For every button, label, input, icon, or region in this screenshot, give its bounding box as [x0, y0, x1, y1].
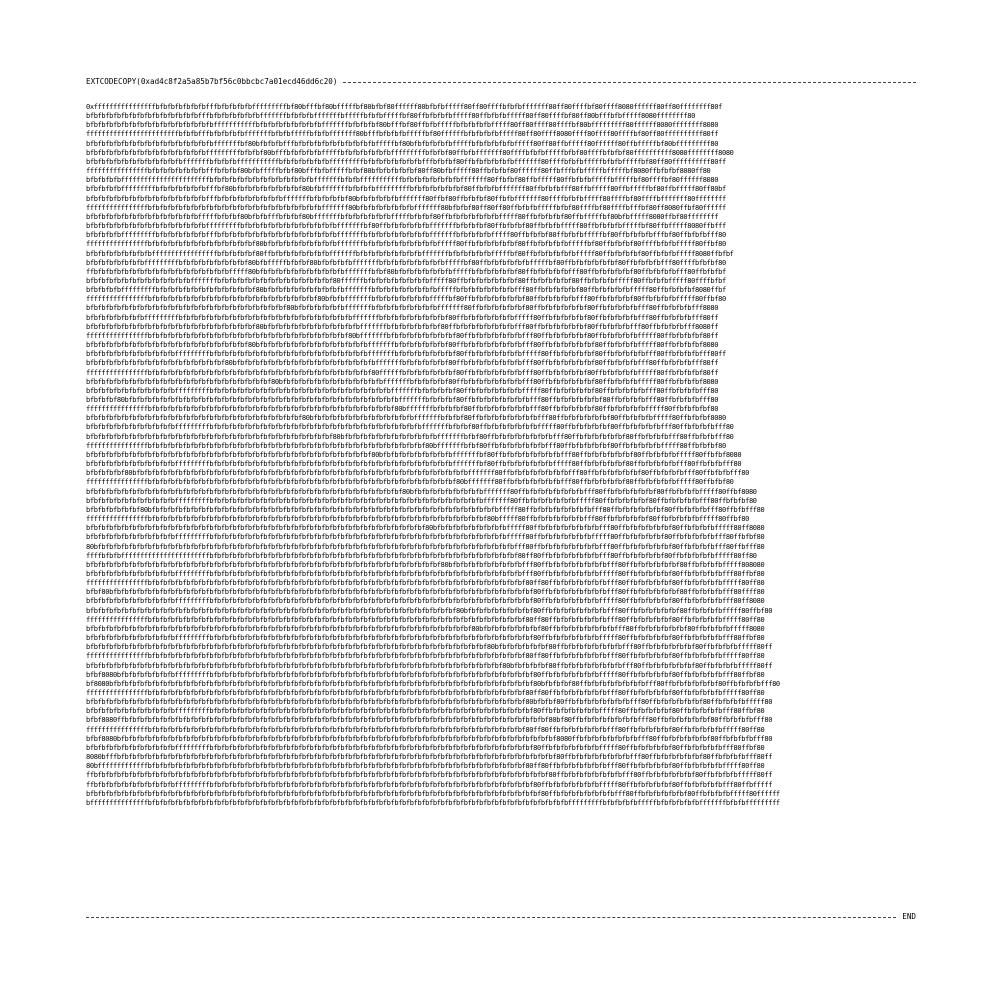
- hex-line: ffffbfbfbfffffffffffffffffffffffbfbfbfbfbfbfbfbfbfbfbfbfbfbfbfbfbfbfbfbfbfbfbfbfbfbfbfbfbfbfbfbfbfbfbfbfbfbfbfbf80ff80ffbfbfbfbfbfbfbfff80ffbfbfbfbfbf80ffbfbfbfbfbfffff80ff80: [86, 551, 757, 560]
- hex-line: bfbfbfbfbfbfbfbfbfbfbfbfffffffffbfbfbfbfbfbfbfbfbfbfbfbfbfbfbfbfbfbfbfbfbfbfbfbfbfbfbfbfbfbfbfbfbfbfbfbfbfbfbfbfbfbf80ffbfbfbfbfbfbfbfffff80ffbfbfbfbfbf80ffbfbfbfbfbfff80ffbf80: [86, 707, 765, 716]
- hex-line: bfbfbfbfbfbfbfbfbfbfbfbfbfbfbfbfbfffffffffffbfbfbfbfbfbfbfbfbfffffffbfbfbfbf80bfffbf80ffbfbfffffbfbfbfbfbfffff80ff80ffff80ffffbf80bfffffffff80ffffff8080ffffffff8080: [86, 121, 719, 130]
- hex-line: bfbfbfbfbfbfbfbfbfbfbfbfffffffffbfbfbfbfbfbfbfbfbfbfbfbfbfbfbfbfbfbfbfbfbfffffffbfbfbfbfbfbfbfbf80ffbfbfbfbfbfbfbfffff80ffbfbfbfbfbf80ffbfbfbfbfbfff80ffbfbfbfbfff80ff: [86, 350, 726, 359]
- hex-line: ffbfbfbfbfbfbfbfbfbfbfbfbfbfbfbfbfbfbfbfbfbfbfbfbfbfbfbfbfbfbfbfbfbfbfbfbfbfbfbfbfbfbfbfbfbfbfbfbfbfbfbfbfbfbfbfbfbfbfbf80ffbfbfbfbfbfbfbfbfff80ffbfbfbfbfbfbf80ffbfbfbfbfffff80ff: [86, 771, 773, 780]
- hex-line: ffffffffffffffffbfbfbfbfbfbfbfbfbfbfbfbfbfbfbfbfbfbfbfbfbfbfbfbfbfbf80bfffffffbfbfbfbfbfbfbfbfbf80ffbfbfbfbfbfbfbfff80ffbfbfbfbfbf80ffbfbfbfbfbfffff80ffbfbfbfbf80ff: [86, 331, 719, 340]
- hex-line: bfbfbfbfbfbfbfbfbfbfbfbfbfbfbfbfbfbfbfbfbfbf80bfbfbfbfbfbfbfbfbfbfbfbfbfffffffbfbfbfbfbfbfbf80ffbfbfbfbfbfbfbfbfff80ffbfbfbfbfbfbf80ffbfbfbfbfff80ffbfbfbfbfff8080ff: [86, 322, 719, 331]
- hex-line: bfffffffffffffffbfbfbfbfbfbfbfbfbfbfbfbfbfbfbfbfbfbfbfbfbfbfbfbfbfbfbfbfbfbfbfbfbfbfbfbfbfbfbfbfbfbfbfbfbfbfbfbfbfbfbfbfbfbfbfffffffffbfbfbfbfbfffffbfbfbfbfbfbfffffffbfbfbfffffffff: [86, 798, 780, 807]
- hex-line: bfbfbfbfbfffffffffbfbfbfbfbfbfbfffbfbfbfbfbfbfbfbfbfbfbfbfbfbfbfbfffffffbfbfbfbfbfbfbfbfbfffffffbfbfbfbfbfffff80ffbfbfbf80ffbfbfbfffffbf80ffbfbfbfbfffbf80ffbfbfbfff80: [86, 231, 726, 240]
- hex-line: bfbfbfbfbfbfbfbfbfbfbfbfffffffffbfbfbfbfbfbfbfbfbfbfbfbfbfbfbfbfbfbfbfbfbfbfbfbfbfbfbfbfbfbfbfbfbfbfbfbfbfbfbfbfbfbf80ffbfbfbfbfbfbfbfffff80ffbfbfbfbfbf80ffbfbfbfbfbfff80ffbf80: [86, 743, 765, 752]
- hex-line: bfbfbfbfbf80bfbfbfbfbfbfbfbfbfbfbfbfbfbfbfbfbfbfbfbfbfbfbfbfbfbfbfbfbfbfbfbfbfbfbfbfbfbfbfbfbfbfbfbfffffff80ffbfbfbfbfbfbfbfbfff80ffbfbfbfbfbfbf80ffbfbfbfbfff80ffbfbfbfff80: [86, 469, 749, 478]
- hex-line: bfbfbfbfbfbfbfbfbfbfbfbfbfbfbfbfbfffffffbf80bfbfbfbfffbfbfbfbfbfbfbfbfbfbfbfffffbf80bfbfbfbfbfbfffffbfbfbfbfbfbfffff80ff80ffbfffff80ffffff80ffbfffffbf80bfffffffff80: [86, 139, 719, 148]
- hex-line: ffffffffffffffffbfbfbfbfbfbfbfbfbfbfbfbfbfbfbfbfbfbfbfbfbfbfbfbfbfbfbfbfbfbfbfbf80bfffffffbfbfbfbf80ffbfbfbfbfbfbfbfff80ffbfbfbfbfbf80ffbfbfbfbfbfffff80ffbfbfbfbf80: [86, 405, 719, 414]
- header-line: [86, 76, 916, 88]
- hex-line: bfbfbfbfbfbfbfbfbfbfbfbfffffffffbfbfbfbfbfbfbfbfbfbfbfbfbfbfbfbfbfbfbfbfbfbfbfbfffffffbfbfbfbfbf80ffbfbfbfbfbfbfbfffff80ffbfbfbfbfbf80ffbfbfbfbfbfff80ffbfbfbfbfff80: [86, 386, 719, 395]
- hex-line: bfbfbfbfbfbfbfbfbfbfbfbfffffffffbfbfbfbfbfbfbfbfbfbfbfbfbfbfbfbfbfbfbfbfbfbfbfbfbfbfbfbfbfbfbfbfbfbfbfbfffffff80ffbfbfbfbfbfbfbfffff80ffbfbfbfbfbf80ffbfbfbfbfbfff80ffbfbfbf80: [86, 496, 757, 505]
- hex-line: bfbfbfbf80bfbfbfbfbfbfbfbfbfbfbfbfbfbfbfbfbfbfbfbfbfbfbfbfbfbfbfbfbfbfbfbfbfbfbfbfffffffbfbfbfbf80ffbfbfbfbfbfbfbfbfff80ffbfbfbfbfbfbf80ffbfbfbfbfff80ffbfbfbfbfff80: [86, 396, 719, 404]
- hex-line: bfbfbfbfbfbfbfbfbfbfbfbfffffffffbfbfbfbfbfbfbfbfbfbfbfbfbfbfbfbfbfbfbfbfbfbfbfbfbfbfbfbfbfbfbfbfffffffbf80ffbfbfbfbfbfbfbfffff80ffbfbfbfbfbf80ffbfbfbfbfbfff80ffbfbfbfff80: [86, 460, 742, 469]
- hex-line: bfbfbfbfbfbfbfbfbfbfbfbfbfbfbfbfbfbfbfbfbfbfbfbfbfbfbfbfbfbfbfbfbfbfbfbfbfbfbfbfbfbfbfbfbfbfbfbfbfbf80bfbfbfbfbfbfbfbf80ffbfbfbfbfbfbfbfbfff80ffbfbfbfbfbfbf80ffbfbfbfbfffff8080: [86, 624, 765, 633]
- hex-line: bfbfbfbfbfbfbfbfbfbfbfbfbfbfffffffbfbfbfbfbfbfbfbfbfbfbfbfbfbfbf80ffffffbfbfbfbfbfbfbfbfbfffff80ffbfbfbfbfbfbfbf80ffbfbfbfbfbf80ffbfbfbfbfffff80ffbfbfbfffff80ffffbfbf: [86, 276, 726, 285]
- hex-line: 0xffffffffffffffffbfbfbfbfbfbfbfffbfbfbfbfbfffffffffbf80bfffbf80bfffffbf80bfbf80ffffff80bfbfbfffff80ff80ffffbfbfbfffffff80ff80ffffbf80ffff8080ffffff80ff80ffffffff80f: [86, 103, 722, 111]
- hex-line: bfbfbfbfbfbfbfbfbfbfbfbfbfbfbfffffbfbfbf80bfbfbfffbfbfbf80bfffffffbfbfbfbfbfbfbfffffbfbfbf80ffbfbfbfbfbfbfbfffff80ffbfbfbfbf80ffbfffffbf80bfbfffff8080ffbf80ffffffff: [86, 212, 719, 221]
- hex-line: bfbfbfbfbfbfbf80bfbfbfbfbfbfbfbfbfbfbfbfbfbfbfbfbfbfbfbfbfbfbfbfbfbfbfbfbfbfbfbfbfbfbfbfbfbfbfbfbfbfbfbfbfbfffff80ffbfbfbfbfbfbfbfbfff80ffbfbfbfbfbfbf80ffbfbfbfbfff80ffbfbfff80: [86, 505, 765, 514]
- hex-line: ffffffffffffffffbfbfbfbfbfbfbfbfbfbfbfbfbfbfbfbfbfbfbfbfbfbfbfbfbfbfbfbfbfbfbfbfbfbfbfbf80bfffffffbfbf80ffbfbfbfbfbfbfbfff80ffbfbfbfbfbf80ffbfbfbfbfbfffff80ffbfbfbf80: [86, 441, 726, 450]
- hex-line: bfbfbfbfbfbfbfbfbfbfbfbfbfbfbfbfffbfbfbfbfbfbfbfbfbfffffffbfbfbfbfbf80bfbfbfbfbfbfffffff80ffbf80ffbfbfbf80ffbfbfffffff80ffffbfbfbfffff80ffffbf80ffffbfffffff80ffffffff: [86, 194, 726, 203]
- hex-line: bfbfbfbfbfbfbfbfbfbfbfbfbfbfbfbfbfbfbfbfbfbfbfbfbfbfbfbfbfbfbfbfbfbfbfbfbfbfbfbfbf80bfbfbfbfbfbfbfbfbfbfffffff80ffbfbfbfbfbfbfbfbfff80ffbfbfbfbfbfbf80ffbfbfbfbfffff80ffbf8080: [86, 487, 757, 496]
- hex-line: ffffffffffffffffffffffffbfbfbfffbfbfbfbfbfffffffbfbfbfffffbfbfbfffffff80bfffbfbfbfbfffffbf80ffffffbfbfbfbfbfffff80ff80ffff8080ffff80ffff80ffffbf80ff80ffffffffff80ff: [86, 130, 719, 139]
- hex-line: bfbf8080ffbfbfbfbfbfbfbfbfbfbfbfbfbfbfbfbfbfbfbfbfbfbfbfbfbfbfbfbfbfbfbfbfbfbfbfbfbfbfbfbfbfbfbfbfbfbfbfbfbfbfbfbfbfbfbf80bf80ffbfbfbfbfbfbfbfbfff80ffbfbfbfbfbfbf80ffbfbfbfbfff80: [86, 716, 773, 725]
- hex-line: bfbf8080bfbfbfbfbfbfbfbfffffffffbfbfbfbfbfbfbfbfbfbfbfbfbfbfbfbfbfbfbfbfbfbfbfbfbfbfbfbfbfbfbfbfbfbfbfbfbfbfbfbfbfbf80ffbfbfbfbfbfbfbfffff80ffbfbfbfbfbf80ffbfbfbfbfbfff80ffbf80: [86, 670, 765, 679]
- hex-line: ffffffffffffffffbfbfbfbfbfbfbfbfbfbfbfbfbfbfbfbfbfbfbfbfbfbfbfbfbfbfbfbfbfbfbfbfbfbfbfbfbfbfbfbfbfbfbfbf80bfffff80ffbfbfbfbfbfbfbfff80ffbfbfbfbfbf80ffbfbfbfbfbfffff80ffbf80: [86, 515, 749, 524]
- hex-line: bfbfbfbfbfbfbfbfbfbfbfbfbfbfbfbfbfbfbfbfbfbfbfbfbfbfbfbfbfbfbfbfbfbfbfbfbfbfbfbfbfbfbfbfbfbfbfbfbfbfbfbf80bfbfbfbfbfbfbf80ffbfbfbfbfbfbfbfbfff80ffbfbfbfbfbfbf80ffbfbfbfbfffff80ff: [86, 643, 773, 652]
- hex-line: bfbfbfbfbfbfbfbfffffffffbfbfbfbfbfbfbfbfbf80bfbfffffbfbfbf80bfbfbfbfbfffffffbfbfbfbfbfbfbfbfbfffffbf80ffbfbfbfbfbfbfffffbf80ffbfbfbfbfbfbf80ffbfbfbfbfff80ffffbfbfbf80: [86, 258, 726, 267]
- footer-dashed-rule: [86, 917, 896, 918]
- hex-line: bfbfbfbfbfbfbfbfbfbfbfbfbfbfbfbfbfbfbfbfbf80bfbfbfbfbfbfbfbfbfbfbfbfbfbfbfffffffbfbfbfbfbfbfbf80ffbfbfbfbfbfbfbfbfff80ffbfbfbfbfbfbf80ffbfbfbfbfffff80ffbfbfbfbf8080: [86, 341, 719, 350]
- hex-line: ffffffffffffffffbfbfbfbfbfbfbfbfbfbfbfbfbfbfbfbfbfbfbfbfbfbfbfbfbfbfbfbfbfbfbfbfbfbfbfbfbfbfbfbfbfbfbfbfbfbfbfbfbf80ff80ffbfbfbfbfbfbfbfff80ffbfbfbfbfbf80ffbfbfbfbfbfffff80ff80: [86, 652, 765, 661]
- hex-line: bfbfbfbfbfbfbfbfbfbfbfbfffffffffbfbfbfbfbfbfbfbfbfbfbfbfbfbfbfbfbfbfbfbfbfbfbfbfbfbfbfbfffffffbfbfbf80ffbfbfbfbfbfbfbfffff80ffbfbfbfbfbf80ffbfbfbfbfbfff80ffbfbfbfbfff80: [86, 423, 734, 432]
- hex-line: 80bfffffffffffffbfbfbfbfbfbfbfbfbfbfbfbfbfbfbfbfbfbfbfbfbfbfbfbfbfbfbfbfbfbfbfbfbfbfbfbfbfbfbfbfbfbfbfbfbfbfbfbfbf80ff80ffbfbfbfbfbfbfbfff80ffbfbfbfbfbf80ffbfbfbfbfbfffff80ff80: [86, 762, 765, 771]
- hex-line: bfbfbfbfbfbfbfbfbfbfbfbfbfbfbfffbfbfbfbfbfbfbfffffffbfbfbfbfffffffbfffffbfbfbfffffbf80ffbfbfbfbfffff80ffbfbfbfffff80ff80ffffbf80ff80bfffbfbfffff8080ffffffff80: [86, 112, 695, 121]
- hex-line: bf8080bfbfbfbfbfbfbfbfbfbfbfbfbfbfbfbfbfbfbfbfbfbfbfbfbfbfbfbfbfbfbfbfbfbfbfbfbfbfbfbfbfbfbfbfbfbfbfbfbfbfbfbfbfbfbf80bfbfbfbf80ffbfbfbfbfbfbfbfbfff80ffbfbfbfbfbfbf80ffbfbfbfbfff80: [86, 679, 780, 688]
- hex-line: bfbfbfbfbfbfbfbfbfbfbfbfbfbfbfbfbfbfbfbfbfbfbfbfbfbfbfbfbfbfbfbfbfbfbfbfbfbfbfbfbfbfbfbfbfbfbfbfbfbfbfbfbfbf80bfbfbfbfbf80ffbfbfbfbfbfbfbfbfff80ffbfbfbfbfbfbf80ffbfbfbfbfffff80ff: [86, 661, 773, 670]
- hex-line: bfbfbfbfbfbfbfbfbfffffffffffffffffbfbfbfbfbf80ffbfbfbfbfbfbfbfbfffffffbfbfbfbfbfbfbfbfbfffffffbfbfbfbfbfbfffffbf80ffbfbfbfbfbfbfffff80ffbfbfbfbf80ffbfbfbfffff8080ffbfbf: [86, 249, 734, 258]
- hex-line: bfbfbfbfbfbfbfbfbfbfbfbfbfbfbfbfffffffffbfbfbf80bfffbfbfbfbfbfffffbfbfbfbfbfbfbfffffffffbfbfbf80ffbfbfffffff80ffffbfbfbfffffbfbf80ffffbfbfbf80ffffffffff8080ffffffff8080: [86, 148, 734, 157]
- footer-line: [86, 911, 916, 923]
- hex-line: bfbfbfbfbfbfbfbfbfbfbfbfbfbfbfbfbfbfbfbfbfbfbfbfbfbfbfbfbfbfbfbfbfbfbfbfbfbfbfbfbfbfbfbfbfbfbfbf80bfbfbfbfbfbfbfbfbf80ffbfbfbfbfbfbfbfbfff80ffbfbfbfbfbfbf80ffbfbfbfbfffff80ffbf80: [86, 606, 773, 615]
- hex-line: bfbf8080bfbfbfbfbfbfbfbfbfbfbfbfbfbfbfbfbfbfbfbfbfbfbfbfbfbfbfbfbfbfbfbfbfbfbfbfbfbfbfbfbfbfbfbfbfbfbfbfbfbfbfbfbfbfbfbfbf8080ffbfbfbfbfbfbfbfbfff80ffbfbfbfbfbfbf80ffbfbfbfbfff80: [86, 734, 773, 743]
- hex-line: ffffffffffffffffbfbfbfbfbfbfbfbfbfbfbfbfbfbfbfbfbfbfbfbfbfbfbfbfbfbfbfbfbfbfbfbfbfbfbfbfbfbfbfbfbfbfbfbfbfbfbfbfbf80ff80ffbfbfbfbfbfbfbfff80ffbfbfbfbfbf80ffbfbfbfbfbfffff80ff80: [86, 725, 765, 734]
- hex-line: ffffffffffffffffbfbfbfbfbfbfbfbfbfbfbfbfbfbfbfbfbfbfbfbfbfbfbfbfbfbfbfbfbfbfbfbfbfbfbfbfbfbfbfbfbfbfbfbfbfbfbfbfbf80ff80ffbfbfbfbfbfbfbfff80ffbfbfbfbfbf80ffbfbfbfbfbfffff80ff80: [86, 615, 765, 624]
- hex-line: ffbfbfbfbfbfbfbfbfbfbfbfffffffffbfbfbfbfbfbfbfbfbfbfbfbfbfbfbfbfbfbfbfbfbfbfbfbfbfbfbfbfbfbfbfbfbfbfbfbfbfbfbfbfbfbf80ffbfbfbfbfbfbfbfffff80ffbfbfbfbfbf80ffbfbfbfbfbfff80ffbfffff: [86, 780, 773, 789]
- hex-line: bfbfbfbfbfbfbfbfbfbfbfbfbfbfbfbfbfbfbfbfbfbfbfbfbfbfbfbfbfbfbfbfbfbfbfbfbfbfbfbfbfbfbfbfbfbfbfbfbfbfbfbfbfbfbfbfbf80bfbfbf80ffbfbfbfbfbfbfbfbfff80ffbfbfbfbfbfbf80ffbfbfbfbfffff80: [86, 698, 773, 707]
- hex-line: bfbfbfbfbfbfbfbfbfbfbfbfbfbfbfbfbfbf80bfbfbfbfbfbfbfbfbfbfbfbfbfbfbfbfbfbfbfffffffbfbfbfbfbfbf80ffbfbfbfbfbfbfbfbfff80ffbfbfbfbfbfbf80ffbfbfbfbfff80ffbfbfbfbfff80ff: [86, 359, 719, 368]
- hex-line: bfbfbfbfbfbfbfbfbfbfbfbfffffffffbfbfbfbfbfbfbfbfbfbfbfbfbfbfbfbfbfbfbfbfbfbfbfbfbfbfbfbfbfbfbfbfbfbfbfbfbfbfbfbfbfbf80ffbfbfbfbfbfbfbfffff80ffbfbfbfbfbf80ffbfbfbfbfbfff80ff8080: [86, 597, 765, 606]
- hex-line: bfbf80bfbfbfbfbfbfbfbfbfbfbfbfbfbfbfbfbfbfbfbfbfbfbfbfbfbfbfbfbfbfbfbfbfbfbfbfbfbfbfbfbfbfbfbfbfbfbfbfbfbfbfbfbfbfbf80ffbfbfbfbfbfbfbfbfff80ffbfbfbfbfbfbf80ffbfbfbfbfff80ffff80: [86, 588, 765, 597]
- hex-line: bfbfbfbfbfbfbfbfbfbfbfbfbfbfbfbfbfbfbfbfbfbfbfbfbfbfbfbf80bfbfbfbfbfbfbfbfbfbfbfbfbfbfffffffbfbfbf80ffbfbfbfbfbfbfbfbfff80ffbfbfbfbfbfbf80ffbfbfbfbfffff80ffbfbfbf8080: [86, 414, 726, 423]
- hex-line: bfbfbfbfbfffffffffbfbfbfbfbfbfbfffbf80bfbfbfbfbfbfbfbfbf80bfbfffffffbfbfbfbfffffffffbfbfbfbfbfbfbf80ffbfbfbfffffff80ffbfbfbfff80ffbfffff80ffbfffffbf80ffbfffff80ff80bf: [86, 185, 726, 194]
- hex-line: ffffffffffffffffbfbfbfbfbfbfbfbfbfbfbfbfbfbfbfbfbfbfbfbfbfbfbfbfbfbfbfbfbfbfbfbfbfbfbfbfbfbfbfbf80bfffffff80ffbfbfbfbfbfbfbfff80ffbfbfbfbfbf80ffbfbfbfbfbfffff80ffbfbf80: [86, 478, 734, 487]
- header-dashed-rule: [343, 82, 916, 83]
- hex-line: 8080bfffbfbfbfbfbfbfbfbfbfbfbfbfbfbfbfbfbfbfbfbfbfbfbfbfbfbfbfbfbfbfbfbfbfbfbfbfbfbfbfbfbfbfbfbfbfbfbfbfbfbfbfbfbfbfbfbfbf80ffbfbfbfbfbfbfbfbfff80ffbfbfbfbfbfbf80ffbfbfbfbfff80ff: [86, 753, 773, 762]
- hex-line: bfbfbfbfbfbfbfbfbfbfbfbfbfbfbfbfbfbfbfbfbfbfbfbfbfbf80bfbfbfbfbfbfbfffffffbfbfbfbfbfbfbfbfbfffffff80ffbfbfbfbfbfbf80ffbfbfbfbfbfbf80ffbfbfbfbfbfff80ffbfbfbfbfff8080: [86, 304, 719, 313]
- hex-line: bfbfbfbfbfbfbfbfbfbfbfbfbfbfbfbfbfbfbfbfbfbfbfbfbfbfbfbfbfbfbfbfbfbfbfbfbf80bfbfbfbfbfbfbfbfbfbfffffffbf80ffbfbfbfbfbfbfbfbfff80ffbfbfbfbfbfbf80ffbfbfbfbfffff80ffbfbf8080: [86, 450, 742, 459]
- hex-line: bfbfbfbfbfffffffffbfbfbfbfbfbfbfbfbfbfbfbfbf80bfbfbfbfbfbfbfbfbfbfbfffffffbfbfbfbfbfbfbfbfbfffffbfbfbfbfbfbfbfbfff80ffbfbfbfbfbf80ffbfbfbfbfbfffff80ffbfbfbfbf8080ffbf: [86, 286, 726, 295]
- hex-line: bfbfbfbfbfffffffffffffffffffffffbfbfbfbfbfbfbfbfbfbfbfbfbfbfffffffbfbfbfffffffffffbfbfbfbfbfbfbfbfffffff80ffbfbf80ffbfffff80ffbfbfbfffffbfffffbf80ffffbf80ffffff8080: [86, 176, 719, 185]
- hex-line: bfbfbfbfbfbfbfbfffffffffbfbfbfbfbfbfbfbfbfbfbfbfbfbfbfbfbfbfbfbfbfbfbfffffffbfbfbfbfbfbfbfbfbf80ffbfbfbfbfbfbfbfffff80ffbfbfbfbfbf80ffbfbfbfbfbfff80ffbfbfbfbfff80ff: [86, 313, 719, 322]
- hex-line: bfbfbfbfbfbfbfbfbfbfbfbfbfbfbfbfbfbfbfbfbfbfbfbf80bfbfbfbfbfbfbfbfbfbfbfbfbfbfffffffbfbfbfbfbf80ffbfbfbfbfbfbfbfbfff80ffbfbfbfbfbfbf80ffbfbfbfbfffff80ffbfbfbfbf8080: [86, 377, 719, 386]
- hex-line: bfbfbfbfbfbfbfbfbfbfbfbfbfffffffbfbfbfbfffffffffffbfbfbfbfbfbfbfffffffffbfbfbfbfbfbfbfbfffbfbfbf80ffbfbfbfbfbfbfffffff80ffffbfbfbfffffbfbfbfffffbf80ff80ffffffffff80ff: [86, 157, 726, 166]
- end-marker: END: [902, 912, 916, 921]
- hex-line: 80bfbfbfbfbfbfbfbfbfbfbfbfbfbfbfbfbfbfbfbfbfbfbfbfbfbfbfbfbfbfbfbfbfbfbfbfbfbfbfbfbfbfbfbfbfbfbfbfbfbfbfbfbfbfbfff80ffbfbfbfbfbfbfbfbfff80ffbfbfbfbfbfbf80ffbfbfbfbfff80ffbfff80: [86, 542, 765, 551]
- hex-line: ffffffffffffffffbfbfbfbfbfbfbfbfbfbfbfbfbfbfbfbfbfbfbfbfbfbfbfffffff80bfbfbfbfbfbfbfbfffffff80bfbfbf80ff80ff80ffbfbfbfffffbfbf80ffffbf80ffffbfffbf80ff8080ffbf80ffffff: [86, 203, 726, 212]
- hex-line: ffffffffffffffffbfbfbfbfbfbfbfbfbfbfbfbfbfbfbfbfbfbfbfbfbfbfbfbfbfbfbfbfbfbfbfbfbfbfbfbfbfbfbfbfbfbfbfbfbfbfbfbfbf80ff80ffbfbfbfbfbfbfbfff80ffbfbfbfbfbf80ffbfbfbfbfbfffff80ff80: [86, 689, 765, 697]
- hex-line: ffffffffffffffffbfbfbfbfbfbfbfbfbfbfbfbfbfbfbfbfbfbfbfbfbfbfbfbfbfbfbfbfbfbfbfbfbfbfbfbfbfbfbfbfbfbfbfbfbfbfbfbfbf80ff80ffbfbfbfbfbfbfbfff80ffbfbfbfbfbf80ffbfbfbfbfbfffff80ff80: [86, 579, 765, 588]
- hex-line: ffffffffffffffffbfbfbfbfbfbfbfbfbfbfbfbfbfbf80bfbfbfbfbfbfbfbfbfbfffffffbfbfbfbfbfbfbfbfbfbfffff80ffbfbfbfbfbfbf80ffbfbfbfbfbfffffbf80ffbfbfbf80ffffbfbfbfffff80ffbf80: [86, 240, 726, 249]
- hex-line: ffbfbfbfbfbfbfbfbfbfbfbfbfbfbfbfbfbfbfffff80bfbfbfbfbfbfbfbfbfbfbfbfffffffbfbf80bfbfbfbfbfbfbfbfffffbfbfbfbfbfbf80ffbfbfbfbfbfff80ffbfbfbfbfbf80ffbfbfbfbfff80ffbfbfbf: [86, 267, 726, 276]
- hex-line: ffffffffffffffffbfbfbfbfbfbfbfbfbfbfbfbfbfbfbfbfbfbfbfbfbfbf80bfbfbfffffffbfbfbfbfbfbfbfbfffffbf80ffbfbfbfbfbfbfbf80ffbfbfbfbfbfff80ffbfbfbfbf80ffbfbfbfbfffff80ffbf80: [86, 295, 726, 304]
- hex-line: bfbfbfbfbfbfbfbfbfbfbfbfbfbfbfbfbfbfbfbfbfbfbfbfbfbfbfbfbfbfbfbfbfbfbfbfbfbfbfbfbfbfbfbfbfbfbfbfbfbfbfbfbfbfbfbfbfbfbf80ffbfbfbfbfbfbfbfbfff80ffbfbfbfbfbfbf80ffbfbfbfbfffff80ffffff: [86, 789, 780, 798]
- hex-line: bfbfbfbfbfbfbfbfbfbfbfbfffffffffbfbfbfbfbfbfbfbfbfbfbfbfbfbfbfbfbfbfbfbfbfbfbfbfbfbfbfbfbfbfbfbfbfbfbfbfbfbfbfbfbfff80ffbfbfbfbfbfbfbfffff80ffbfbfbfbfbf80ffbfbfbfbfbfff80ffbf80: [86, 569, 765, 578]
- extcodecopy-title: EXTCODECOPY(0xad4c8f2a5a85b7bf56c0bbcbc7a01ecd46dd6c20): [86, 77, 338, 86]
- hex-line: bfbfbfbfbfbfbfbfbfbfbfbfbfbfbfbfbfbfbfbfbfbfbfbfbfbfbfbfbfbfbfbfbfbfbfbfbfbfbfbfbfbfbfbfbfbf80bfbfbfbfbfbfbfbfbfbfff80ffbfbfbfbfbfbfbfbfff80ffbfbfbfbfbfbf80ffbfbfbfbfffff808080: [86, 560, 765, 569]
- hex-line: bfbfbfbfbfbfbfbfbfbfbfbfffffffffbfbfbfbfbfbfbfbfbfbfbfbfbfbfbfbfbfbfbfbfbfbfbfbfbfbfbfbfbfbfbfbfbfbfbfbfbfbfbfbfbfbf80ffbfbfbfbfbfbfbfffff80ffbfbfbfbfbf80ffbfbfbfbfbfff80ffbf80: [86, 634, 765, 643]
- hex-line: bfbfbfbfbfbfbfbfbfbfbfbfffffffffbfbfbfbfbfbfbfbfbfbfbfbfbfbfbfbfbfbfbfbfbfbfbfbfbfbfbfbfbfbfbfbfbfbfbfbfbfbfbfffff80ffbfbfbfbfbfbfbfffff80ffbfbfbfbfbf80ffbfbfbfbfbfff80ffbfbf80: [86, 533, 765, 542]
- hex-line: bfbfbfbfbfbfbfbfbfbfbfbfbfbfbfbfbfbfbfbfbfbfbfbfbfbfbfbfbfbfbfbf80bfbfbfbfbfbfbfbfbfbfbfbfbfffffffbfbf80ffbfbfbfbfbfbfbfbfff80ffbfbfbfbfbfbf80ffbfbfbfbfff80ffbfbfbfff80: [86, 432, 734, 441]
- hex-line: bfbfbfbfbfbfbfbfbfbfbfbfbfbfbfbfbfbfbfbfbfbfbfbfbfbfbfbfbfbfbfbfbfbfbfbfbfbfbfbfbfbfbfbf80bfbfbfbfbfbfbfbfbfbfffff80ffbfbfbfbfbfbfbfbfff80ffbfbfbfbfbfbf80ffbfbfbfbfffff80ff8080: [86, 524, 765, 533]
- hex-line: bfbfbfbfbfbfbfbfbfbfbfbfbfbfbfbfffffffffbfbfbfbfbfbfbfbfbfbfbfbfbfffffffbf80ffbfbfbfbfbfbfffffffbfbfbfbf80ffbfbfbf80ffbfbfbfffff80ffbfbfbfbfffffbf80ffbfffff8080ffbfff: [86, 222, 726, 231]
- bytecode-hex-dump: [86, 103, 916, 893]
- hex-line: ffffffffffffffffbfbfbfbfbfbfbfbfffbfbfbf80bfbfffffbfbf80bfffbfbfffffbfbf80bfbfbfbfbfbf80ff80bfbfffff80ffbfbfbf80ffffff80ffbfffbfbfffffbfffffbf8080ffbfbfbf8080ff80: [86, 167, 711, 176]
- hex-line: ffffffffffffffffbfbfbfbfbfbfbfbfbfbfbfbfbfbfbfbfbfbfbfbfbfbfbfbfbfbfbfbfbf80ffffffbfbfbfbfbfbfbf80ffbfbfbfbfbfbfbfff80ffbfbfbfbfbf80ffbfbfbfbfbfffff80ffbfbfbfbf80ff: [86, 368, 719, 377]
